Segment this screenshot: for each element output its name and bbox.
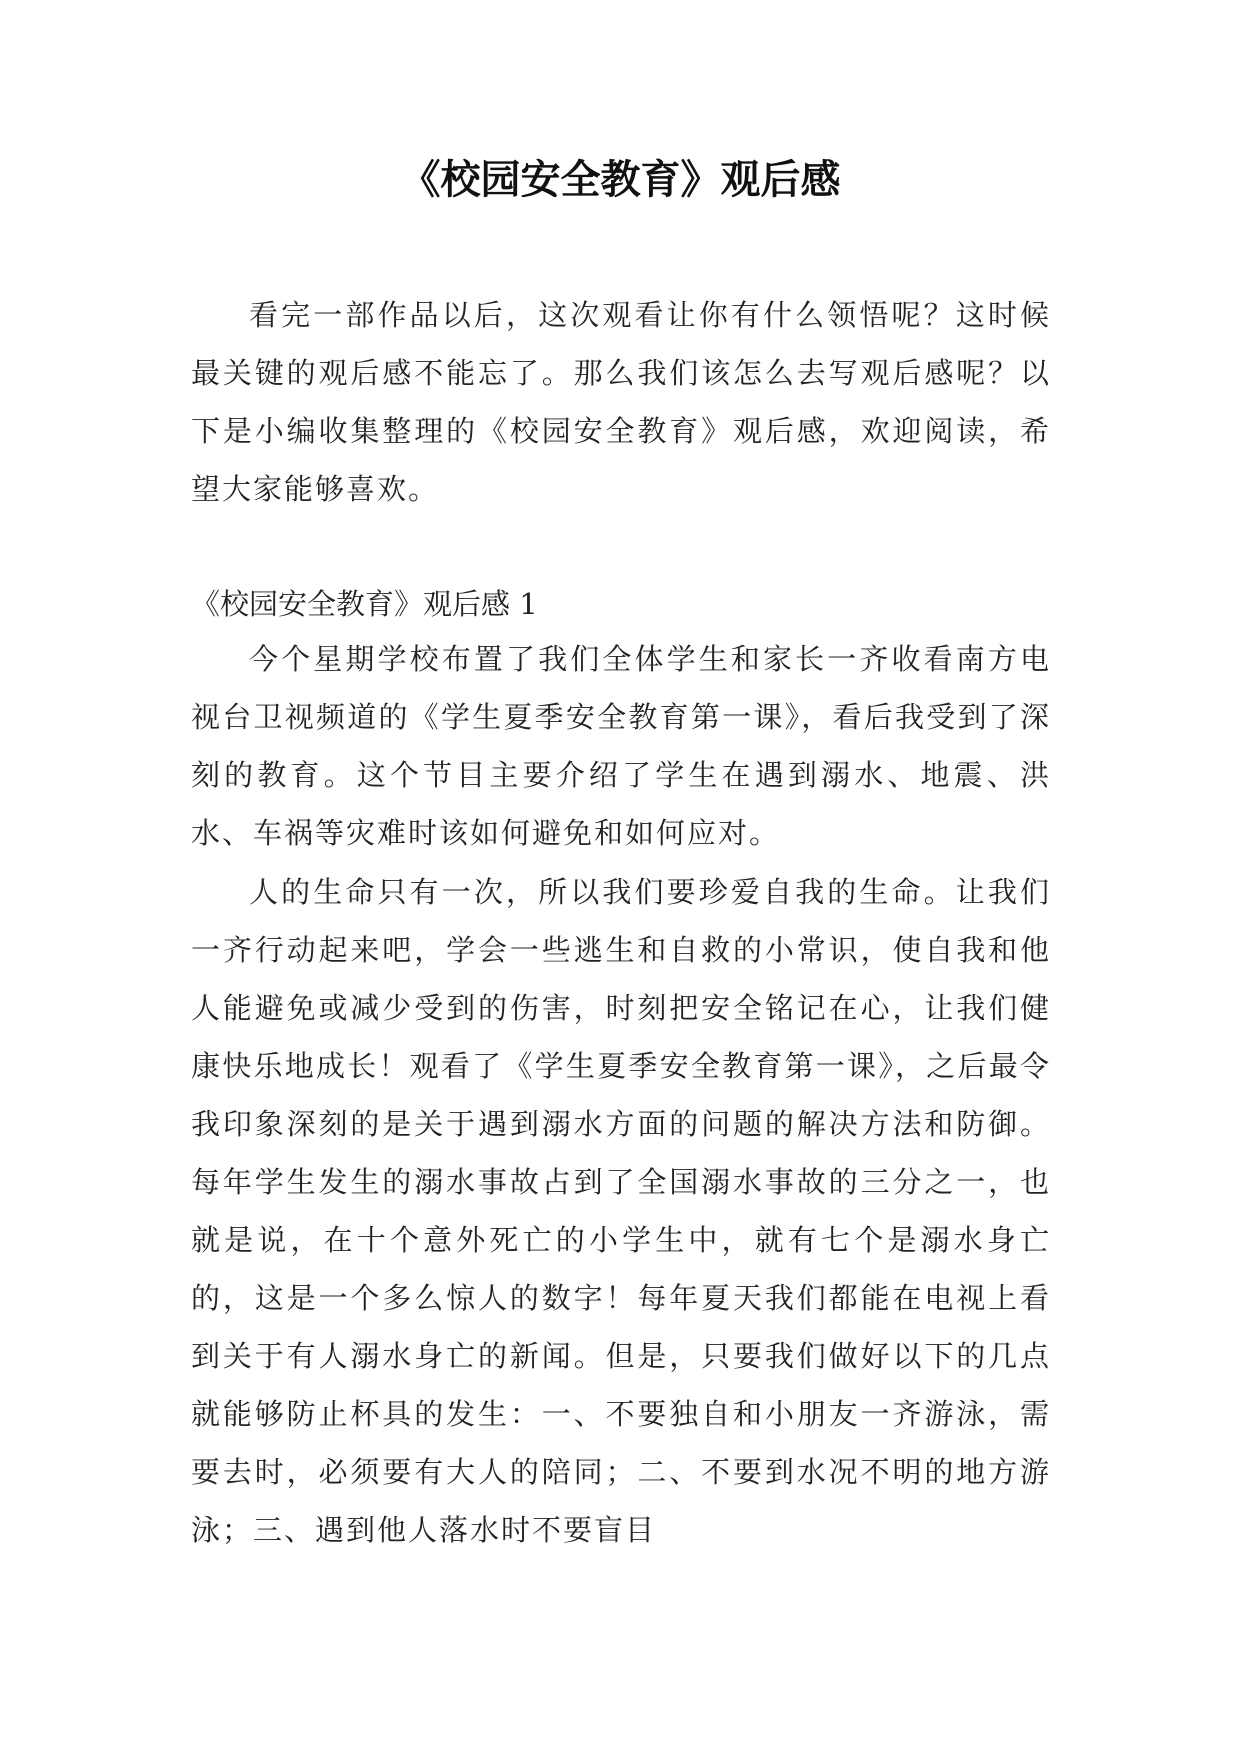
body-paragraph: 人的生命只有一次，所以我们要珍爱自我的生命。让我们一齐行动起来吧，学会一些逃生和自救的小常识，使自我和他人能避免或减少受到的伤害，时刻把安全铭记在心，让我们健康快乐地成长！观看了《学生夏季安全教育第一课》，之后最令我印象深刻的是关于遇到溺水方面的问题的解决方法和防御。每年学生发生的溺水事故占到了全国溺水事故的三分之一，也就是说，在十个意外死亡的小学生中，就有七个是溺水身亡的，这是一个多么惊人的数字！每年夏天我们都能在电视上看到关于有人溺水身亡的新闻。但是，只要我们做好以下的几点就能够防止杯具的发生：一、不要独自和小朋友一齐游泳，需要去时，必须要有大人的陪同；二、不要到水况不明的地方游泳；三、遇到他人落水时不要盲目 bbox=[191, 875, 1051, 1547]
section-heading: 《校园安全教育》观后感 1 bbox=[191, 587, 538, 621]
document-title: 《校园安全教育》观后感 bbox=[400, 157, 841, 203]
body-paragraph: 今个星期学校布置了我们全体学生和家长一齐收看南方电视台卫视频道的《学生夏季安全教育第一课》，看后我受到了深刻的教育。这个节目主要介绍了学生在遇到溺水、地震、洪水、车祸等灾难时该如何避免和如何应对。 bbox=[191, 642, 1051, 850]
intro-paragraph: 看完一部作品以后，这次观看让你有什么领悟呢？这时候最关键的观后感不能忘了。那么我们该怎么去写观后感呢？以下是小编收集整理的《校园安全教育》观后感，欢迎阅读，希望大家能够喜欢。 bbox=[191, 298, 1051, 506]
